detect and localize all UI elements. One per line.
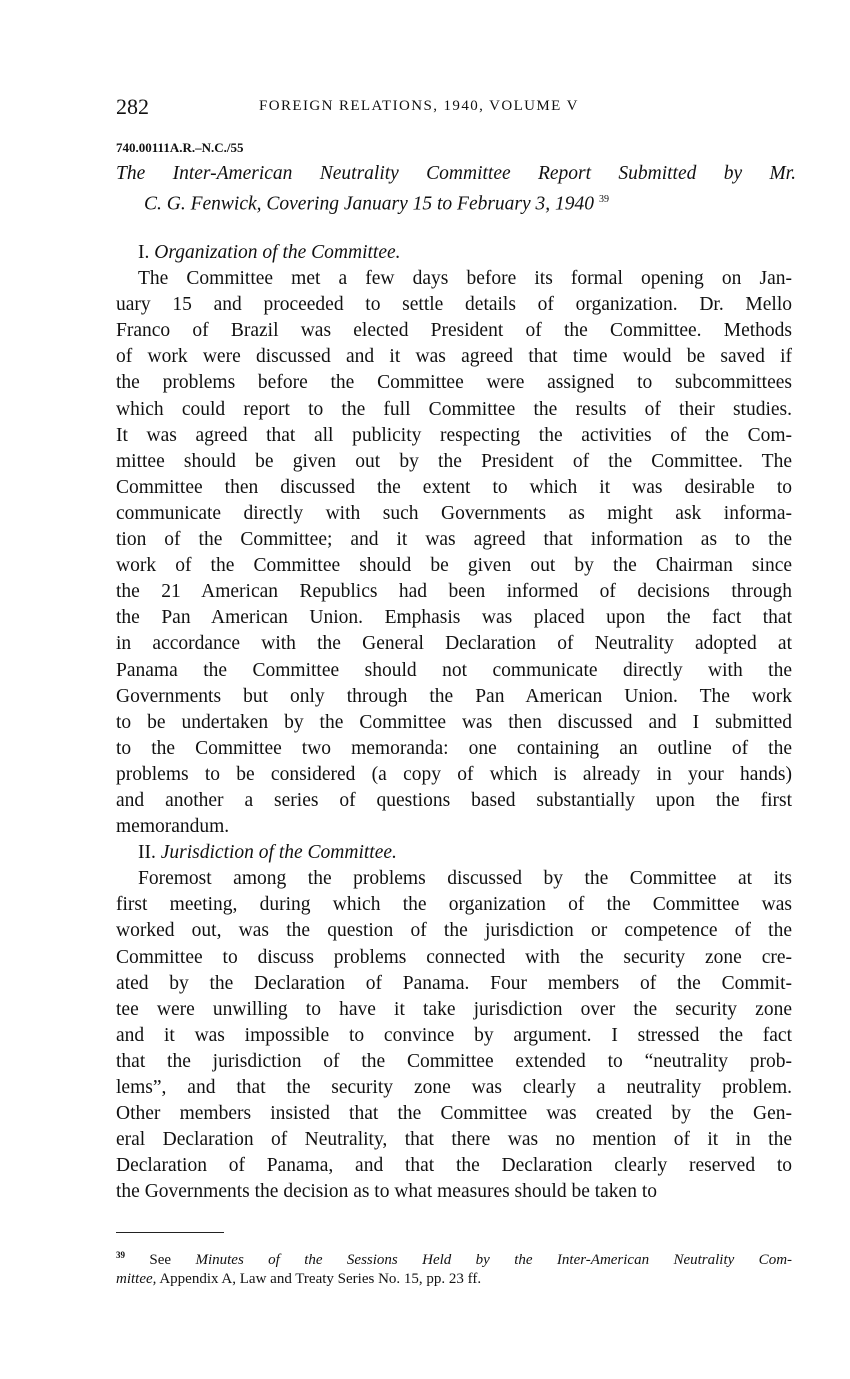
paragraph-line: tee were unwilling to have it take jurisdiction over the security zone xyxy=(116,998,792,1020)
paragraph-line: communicate directly with such Governments as might ask informa- xyxy=(116,502,792,524)
footnote-mark: 39 xyxy=(116,1250,125,1260)
paragraph-line: which could report to the full Committee the results of their studies. xyxy=(116,398,792,420)
document-title xyxy=(116,161,796,218)
paragraph-line: that the jurisdiction of the Committee extended to “neutrality prob- xyxy=(116,1050,792,1072)
section-1-heading xyxy=(116,240,792,266)
paragraph-line: problems to be considered (a copy of which is already in your hands) xyxy=(116,763,792,785)
title-line-1: The Inter-American Neutrality Committee Report Submitted by Mr. xyxy=(116,163,796,184)
paragraph-line: Foremost among the problems discussed by the Committee at its xyxy=(138,868,792,890)
footnote-line-1 xyxy=(116,1246,792,1270)
paragraph-line: eral Declaration of Neutrality, that there was no mention of it in the xyxy=(116,1129,792,1151)
paragraph-line: and it was impossible to convince by argument. I stressed the fact xyxy=(116,1024,792,1046)
footnote-line-2 xyxy=(116,1270,792,1289)
paragraph-line: Declaration of Panama, and that the Declaration clearly reserved to xyxy=(116,1155,792,1177)
section-1-title: Organization of the Committee. xyxy=(154,242,401,263)
file-code: 740.00111A.R.–N.C./55 xyxy=(116,140,244,155)
title-line-2-text: C. G. Fenwick, Covering January 15 to February 3, 1940 xyxy=(144,193,595,215)
section-1-numeral: I. xyxy=(138,242,150,263)
paragraph-line: in accordance with the General Declaration of Neutrality adopted at xyxy=(116,633,792,655)
paragraph-line: of work were discussed and it was agreed that time would be saved if xyxy=(116,346,792,368)
running-head: FOREIGN RELATIONS, 1940, VOLUME V xyxy=(259,98,579,114)
paragraph-line: uary 15 and proceeded to settle details of organization. Dr. Mello xyxy=(116,294,792,316)
footnote-see: See xyxy=(149,1252,172,1268)
section-1-paragraph xyxy=(116,266,792,840)
paragraph-line: the Governments the decision as to what measures should be taken to xyxy=(116,1181,657,1203)
paragraph-line: Governments but only through the Pan American Union. The work xyxy=(116,685,792,707)
section-2-paragraph xyxy=(116,866,792,1205)
paragraph-line: Committee to discuss problems connected with the security zone cre- xyxy=(116,946,792,968)
paragraph-line: Other members insisted that the Committee was created by the Gen- xyxy=(116,1103,792,1125)
paragraph-line: mittee should be given out by the President of the Committee. The xyxy=(116,450,792,472)
paragraph-line: to the Committee two memoranda: one containing an outline of the xyxy=(116,737,792,759)
paragraph-line: work of the Committee should be given out by the Chairman since xyxy=(116,555,792,577)
page-header xyxy=(116,94,796,124)
page-number: 282 xyxy=(116,94,149,119)
footnote-italic-1: Minutes of the Sessions Held by the Inter-American Neutrality Com- xyxy=(195,1252,793,1268)
footnote-rest: Appendix A, Law and Treaty Series No. 15, pp. 23 ff. xyxy=(159,1271,482,1287)
paragraph-line: lems”, and that the security zone was clearly a neutrality problem. xyxy=(116,1077,792,1098)
footnote-rule xyxy=(116,1232,224,1233)
paragraph-line: It was agreed that all publicity respecting the activities of the Com- xyxy=(116,424,792,446)
body-text xyxy=(116,240,792,1205)
paragraph-line: tion of the Committee; and it was agreed that information as to the xyxy=(116,529,792,551)
paragraph-line: Panama the Committee should not communicate directly with the xyxy=(116,659,792,681)
paragraph-line: ated by the Declaration of Panama. Four members of the Commit- xyxy=(116,972,792,994)
paragraph-line: Committee then discussed the extent to which it was desirable to xyxy=(116,476,792,498)
paragraph-line: to be undertaken by the Committee was then discussed and I submitted xyxy=(116,711,792,733)
section-2-heading xyxy=(116,840,792,866)
paragraph-line: memorandum. xyxy=(116,816,230,838)
paragraph-line: and another a series of questions based substantially upon the first xyxy=(116,789,792,811)
title-footnote-ref: 39 xyxy=(598,194,609,205)
paragraph-line: first meeting, during which the organization of the Committee was xyxy=(116,894,792,916)
footnote-italic-2: mittee, xyxy=(116,1271,157,1287)
title-line-2 xyxy=(116,187,796,218)
section-2-title: Jurisdiction of the Committee. xyxy=(160,842,397,864)
paragraph-line: Franco of Brazil was elected President of the Committee. Methods xyxy=(116,320,792,342)
paragraph-line: The Committee met a few days before its formal opening on Jan- xyxy=(138,268,792,290)
paragraph-line: worked out, was the question of the jurisdiction or competence of the xyxy=(116,920,792,942)
paragraph-line: the 21 American Republics had been informed of decisions through xyxy=(116,581,792,603)
paragraph-line: the problems before the Committee were assigned to subcommittees xyxy=(116,372,792,394)
paragraph-line: the Pan American Union. Emphasis was placed upon the fact that xyxy=(116,607,792,629)
section-2-numeral: II. xyxy=(138,842,156,864)
footnote xyxy=(116,1246,792,1289)
